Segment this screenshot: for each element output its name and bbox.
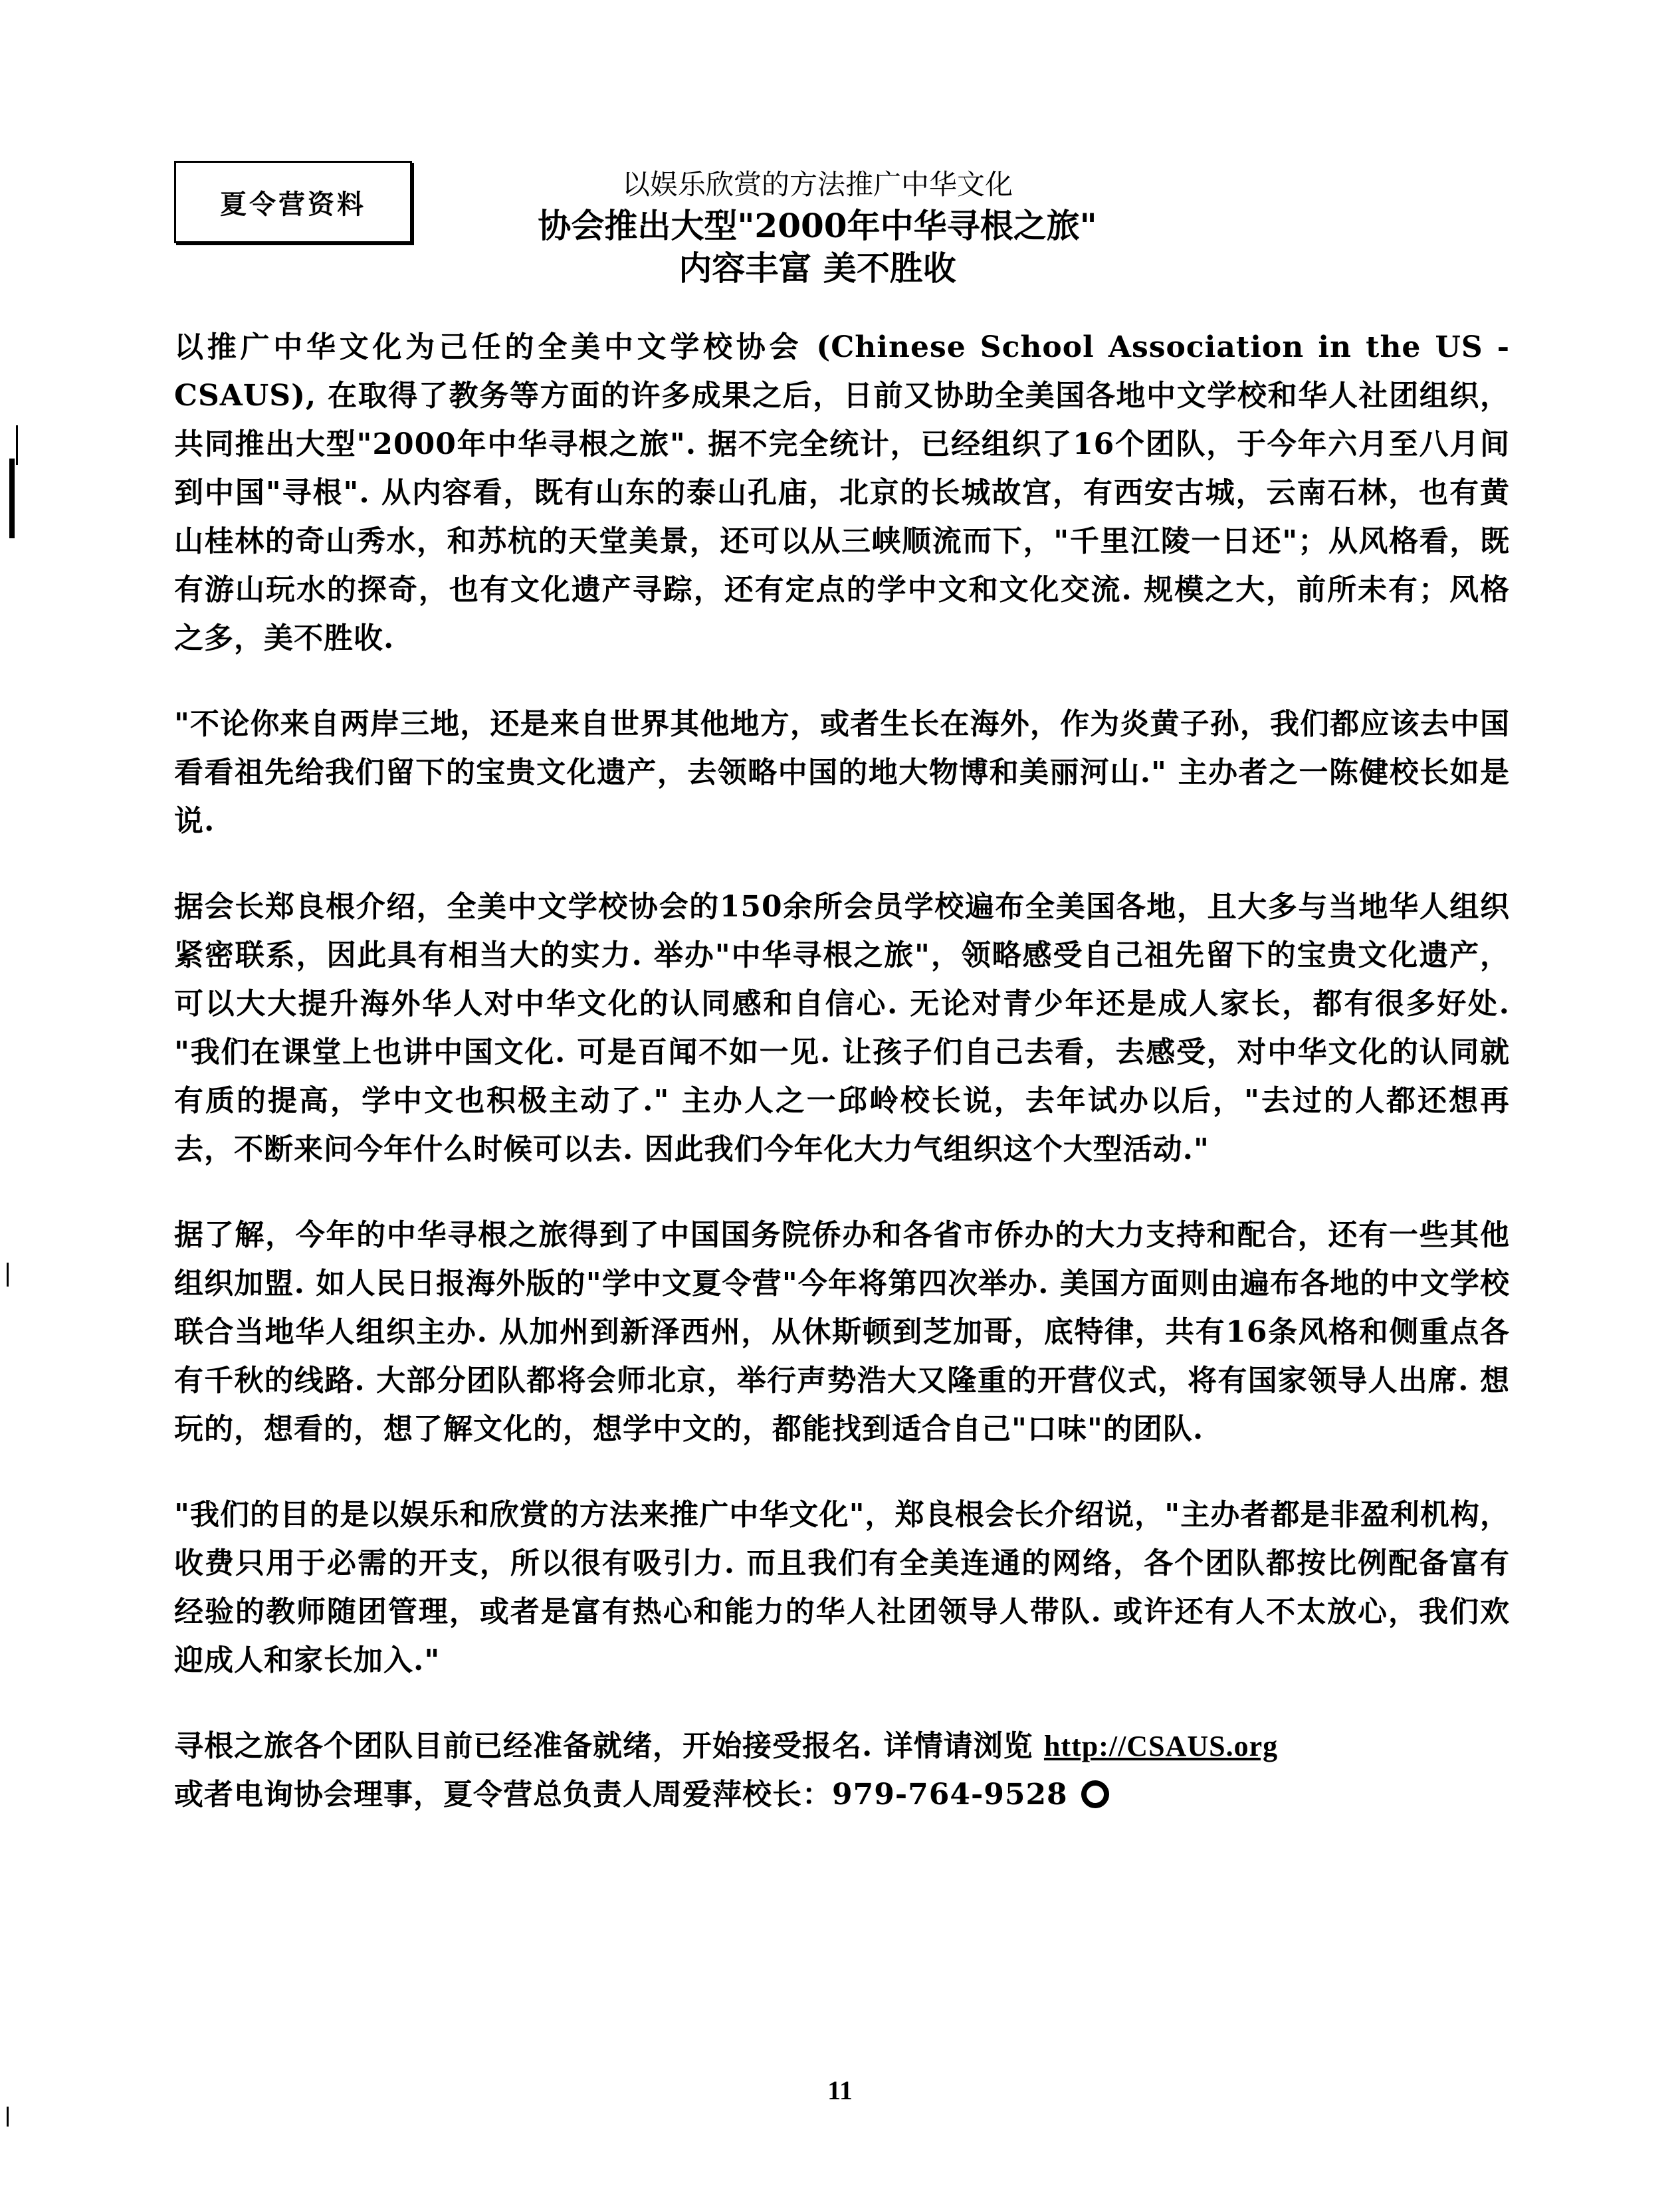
csaus-website-link[interactable]: http://CSAUS.org xyxy=(1043,1730,1279,1762)
closing-line-2: 或者电询协会理事，夏令营总负责人周爱萍校长：979-764-9528 xyxy=(174,1778,1068,1812)
section-label: 夏令营资料 xyxy=(220,189,366,220)
end-mark-icon xyxy=(1081,1780,1109,1808)
section-label-box xyxy=(174,161,412,243)
closing-line-1: 寻根之旅各个团队目前已经准备就绪，开始接受报名. 详情请浏览 xyxy=(174,1729,1044,1763)
paragraph-1: 以推广中华文化为己任的全美中文学校协会 (Chinese School Association in the US - CSAUS), 在取得了教务等方面的许多成果之后，日前又协助全美国各地中文学校和华人社团组织，共同推出大型"2000年中华寻根之旅". 据不完全统计，已经组织了16个团队，于今年六月至八月间到中国"寻根". 从内容看，既有山东的泰山孔庙，北京的长城故宫，有西安古城，云南石林，也有黄山桂林的奇山秀水，和苏杭的天堂美景，还可以从三峡顺流而下，"千里江陵一日还"；从风格看，既有游山玩水的探奇，也有文化遗产寻踪，还有定点的学中文和文化交流. 规模之大，前所未有；风格之多，美不胜收. xyxy=(174,330,1510,655)
paragraph-2: "不论你来自两岸三地，还是来自世界其他地方，或者生长在海外，作为炎黄子孙，我们都应该去中国看看祖先给我们留下的宝贵文化遗产，去领略中国的地大物博和美丽河山." 主办者之一陈健校长如是说. xyxy=(174,707,1510,838)
headline xyxy=(465,165,1170,290)
headline-title: 协会推出大型"2000年中华寻根之旅" xyxy=(538,206,1097,245)
paragraph-4: 据了解，今年的中华寻根之旅得到了中国国务院侨办和各省市侨办的大力支持和配合，还有一些其他组织加盟. 如人民日报海外版的"学中文夏令营"今年将第四次举办. 美国方面则由遍布各地的中文学校联合当地华人组织主办. 从加州到新泽西州，从休斯顿到芝加哥，底特律，共有16条风格和侧重点各有千秋的线路. 大部分团队都将会师北京，举行声势浩大又隆重的开营仪式，将有国家领导人出席. 想玩的，想看的，想了解文化的，想学中文的，都能找到适合自己"口味"的团队. xyxy=(174,1218,1510,1446)
scan-artifact xyxy=(7,2107,9,2127)
scan-artifact xyxy=(9,459,15,538)
closing-paragraph xyxy=(174,1722,1510,1819)
paragraph-5: "我们的目的是以娱乐和欣赏的方法来推广中华文化"，郑良根会长介绍说，"主办者都是非盈利机构，收费只用于必需的开支，所以很有吸引力. 而且我们有全美连通的网络，各个团队都按比例配备富有经验的教师随团管理，或者是富有热心和能力的华人社团领导人带队. 或许还有人不太放心，我们欢迎成人和家长加入." xyxy=(174,1498,1510,1677)
headline-subtitle: 内容丰富 美不胜收 xyxy=(679,249,956,288)
page-number: 11 xyxy=(827,2075,853,2105)
headline-kicker: 以娱乐欣赏的方法推广中华文化 xyxy=(621,168,1013,201)
scan-artifact xyxy=(7,1263,9,1287)
paragraph-3: 据会长郑良根介绍，全美中文学校协会的150余所会员学校遍布全美国各地，且大多与当地华人组织紧密联系，因此具有相当大的实力. 举办"中华寻根之旅"，领略感受自己祖先留下的宝贵文化遗产，可以大大提升海外华人对中华文化的认同感和自信心. 无论对青少年还是成人家长，都有很多好处. "我们在课堂上也讲中国文化. 可是百闻不如一见. 让孩子们自己去看，去感受，对中华文化的认同就有质的提高，学中文也积极主动了." 主办人之一邱岭校长说，去年试办以后，"去过的人都还想再去，不断来问今年什么时候可以去. 因此我们今年化大力气组织这个大型活动." xyxy=(174,890,1510,1166)
article-body xyxy=(174,323,1510,1819)
scan-artifact xyxy=(16,425,18,465)
